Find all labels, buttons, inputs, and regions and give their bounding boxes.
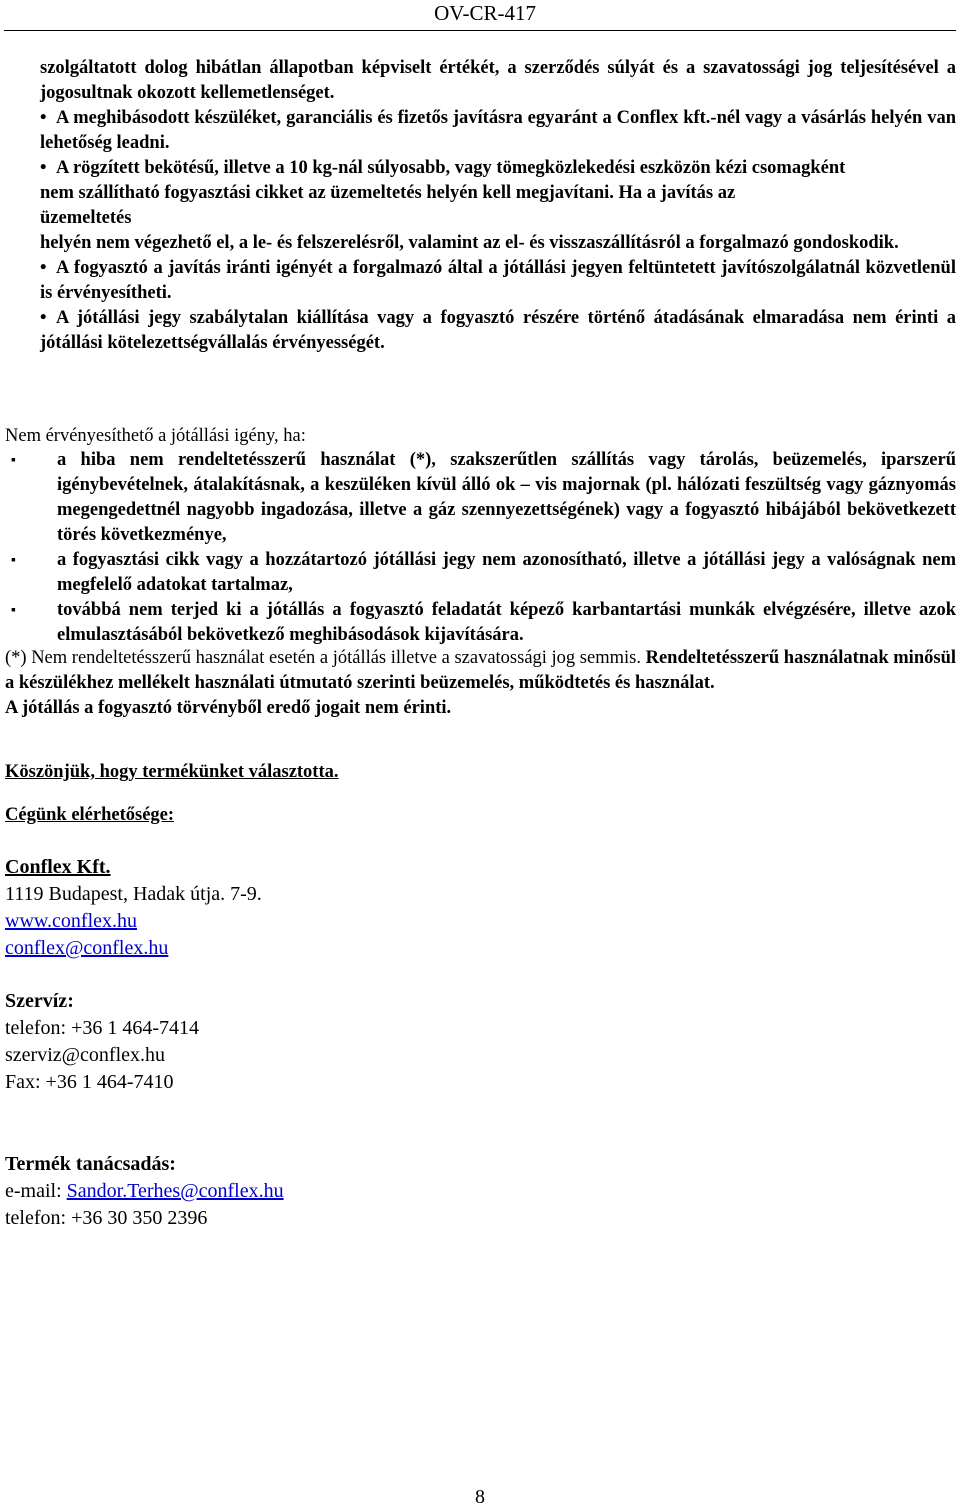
company-address: 1119 Budapest, Hadak útja. 7-9. xyxy=(5,883,262,905)
exclusion-text: a fogyasztási cikk vagy a hozzátartozó jótállási jegy nem azonosítható, illetve a jótállási jegy a valóságnak nem megfelelő adatokat tartalmaz, xyxy=(57,550,956,595)
exclusion-item xyxy=(5,548,956,598)
bullet-item xyxy=(40,156,956,181)
bullet-item xyxy=(40,306,956,356)
document-code: OV-CR-417 xyxy=(434,1,536,25)
exclusion-text: a hiba nem rendeltetésszerű használat (*), szakszerűtlen szállítás vagy tárolás, beüzemelés, iparszerű igénybevételnek, átalakításnak, a keszüléken kívül álló ok – vis majornak (pl. hálózati feszültség vagy gáznyomás megengedettnél nagyobb ingadozása, illetve a gáz szennyezettségének) vagy a fogyasztó hibájából bekövetkezett törés következménye, xyxy=(57,450,956,545)
advice-heading: Termék tanácsadás: xyxy=(5,1153,176,1175)
service-contact xyxy=(5,988,905,1096)
page-number: 8 xyxy=(475,1486,485,1508)
bullet-icon: • xyxy=(40,108,47,128)
exclusion-text: továbbá nem terjed ki a jótállás a fogyasztó feladatát képező karbantartási munkák elvégzésére, illetve azok elmulasztásából bekövetkező meghibásodások kijavítására. xyxy=(57,600,956,645)
bullet-text: A jótállási jegy szabálytalan kiállítása vagy a fogyasztó részére történő átadásának elmaradása nem érinti a jótállási kötelezettségvállalás érvényességét. xyxy=(40,308,956,353)
bullet-text-line: üzemeltetés xyxy=(40,208,132,228)
company-heading: Cégünk elérhetősége: xyxy=(5,805,175,825)
exclusion-item xyxy=(5,448,956,548)
bullet-item xyxy=(40,256,956,306)
bullet-icon: • xyxy=(40,258,47,278)
bullet-text-line: helyén nem végezhető el, a le- és felszerelésről, valamint az el- és visszaszállításról a forgalmazó gondoskodik. xyxy=(40,233,899,253)
bullet-text: A rögzített bekötésű, illetve a 10 kg-nál súlyosabb, vagy tömegközlekedési eszközön kézi csomagként xyxy=(56,158,846,178)
header-rule xyxy=(4,30,956,31)
advice-email-label: e-mail: xyxy=(5,1180,67,1202)
square-bullet-icon: ▪ xyxy=(11,453,16,468)
service-heading: Szervíz: xyxy=(5,990,74,1012)
advice-phone: telefon: +36 30 350 2396 xyxy=(5,1207,208,1229)
bullet-icon: • xyxy=(40,158,47,178)
bullet-text: A fogyasztó a javítás iránti igényét a forgalmazó által a jótállási jegyen feltüntetett javítószolgálatnál közvetlenül is érvényesítheti. xyxy=(40,258,956,303)
footnote-bold: Rendeltetésszerű használatnak minősül a készülékhez mellékelt használati útmutató szerinti beüzemelés, működtetés és használat. xyxy=(5,648,956,693)
exclusions-intro: Nem érvényesíthető a jótállási igény, ha: xyxy=(5,426,306,446)
advice-email-link[interactable]: Sandor.Terhes@conflex.hu xyxy=(66,1180,284,1202)
service-email: szerviz@conflex.hu xyxy=(5,1044,166,1066)
service-phone: telefon: +36 1 464-7414 xyxy=(5,1017,200,1039)
company-email-link[interactable]: conflex@conflex.hu xyxy=(5,937,169,959)
service-fax: Fax: +36 1 464-7410 xyxy=(5,1071,174,1093)
consumer-rights-note: A jótállás a fogyasztó törvényből eredő jogait nem érinti. xyxy=(5,698,452,718)
exclusion-item xyxy=(5,598,956,648)
bullet-item xyxy=(40,106,956,156)
thanks-note: Köszönjük, hogy termékünket választotta. xyxy=(5,762,339,782)
company-website-link[interactable]: www.conflex.hu xyxy=(5,910,138,932)
bullet-text: A meghibásodott készüléket, garanciális és fizetős javításra egyaránt a Conflex kft.-nél vagy a vásárlás helyén van lehetőség leadni. xyxy=(40,108,956,153)
exclusions-list xyxy=(5,448,956,648)
advice-contact xyxy=(5,1151,905,1232)
company-name: Conflex Kft. xyxy=(5,856,111,878)
footnote-normal: (*) Nem rendeltetésszerű használat esetén a jótállás illetve a szavatossági jog semmis. xyxy=(5,648,641,668)
footnote xyxy=(5,646,956,721)
warranty-bullet-list xyxy=(40,56,956,356)
square-bullet-icon: ▪ xyxy=(11,603,16,618)
company-contact xyxy=(5,854,905,962)
bullet-text-line: nem szállítható fogyasztási cikket az üzemeltetés helyén kell megjavítani. Ha a javítás az xyxy=(40,183,736,203)
bullet-continued-text: szolgáltatott dolog hibátlan állapotban képviselt értékét, a szerződés súlyát és a szavatossági jog teljesítésével a jogosultnak okozott kellemetlenséget. xyxy=(40,58,956,103)
square-bullet-icon: ▪ xyxy=(11,553,16,568)
bullet-icon: • xyxy=(40,308,47,328)
